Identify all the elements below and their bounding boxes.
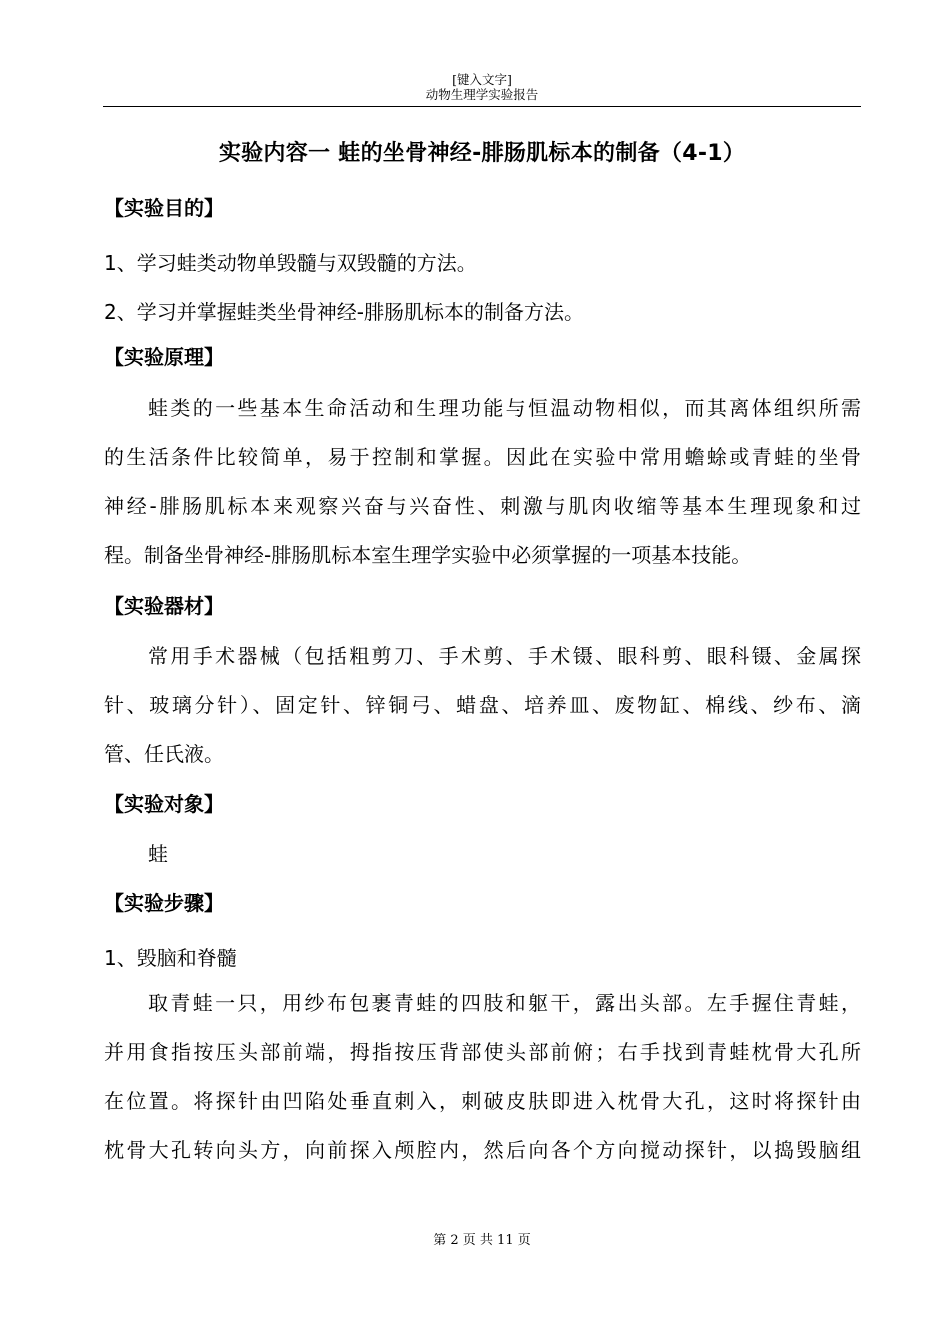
heading-purpose: 【实验目的】 [104, 196, 224, 220]
steps-line-3: 在位置。将探针由凹陷处垂直刺入，刺破皮肤即进入枕骨大孔，这时将探针由 [104, 1089, 861, 1113]
steps-line-1: 取青蛙一只，用纱布包裹青蛙的四肢和躯干，露出头部。左手握住青蛙， [148, 991, 861, 1015]
heading-materials: 【实验器材】 [104, 594, 224, 618]
materials-line-1: 常用手术器械（包括粗剪刀、手术剪、手术镊、眼科剪、眼科镊、金属探 [148, 644, 861, 668]
materials-line-2: 针、玻璃分针）、固定针、锌铜弓、蜡盘、培养皿、废物缸、棉线、纱布、滴 [104, 693, 861, 717]
page-number-footer: 第 2 页 共 11 页 [433, 1233, 531, 1248]
principle-line-2: 的生活条件比较简单，易于控制和掌握。因此在实验中常用蟾蜍或青蛙的坐骨 [104, 445, 861, 469]
principle-line-4: 程。制备坐骨神经-腓肠肌标本室生理学实验中必须掌握的一项基本技能。 [104, 543, 752, 567]
heading-steps: 【实验步骤】 [104, 891, 224, 915]
principle-line-3: 神经-腓肠肌标本来观察兴奋与兴奋性、刺激与肌肉收缩等基本生理现象和过 [104, 494, 861, 518]
header-report-title: 动物生理学实验报告 [425, 87, 539, 102]
document-title: 实验内容一 蛙的坐骨神经-腓肠肌标本的制备（4-1） [218, 141, 746, 166]
header-placeholder-text: [键入文字] [452, 72, 512, 87]
steps-item-1: 1、毁脑和脊髓 [104, 946, 237, 970]
steps-line-2: 并用食指按压头部前端，拇指按压背部使头部前俯；右手找到青蛙枕骨大孔所 [104, 1040, 861, 1064]
materials-line-3: 管、任氏液。 [104, 742, 224, 766]
purpose-item-1: 1、学习蛙类动物单毁髓与双毁髓的方法。 [104, 251, 477, 275]
page-header [103, 72, 861, 102]
purpose-item-2: 2、学习并掌握蛙类坐骨神经-腓肠肌标本的制备方法。 [104, 300, 584, 324]
heading-principle: 【实验原理】 [104, 345, 224, 369]
heading-subject: 【实验对象】 [104, 792, 224, 816]
header-divider [103, 106, 861, 107]
principle-line-1: 蛙类的一些基本生命活动和生理功能与恒温动物相似，而其离体组织所需 [148, 396, 861, 420]
steps-line-4: 枕骨大孔转向头方，向前探入颅腔内，然后向各个方向搅动探针，以捣毁脑组 [104, 1138, 861, 1162]
subject-text: 蛙 [148, 842, 168, 866]
